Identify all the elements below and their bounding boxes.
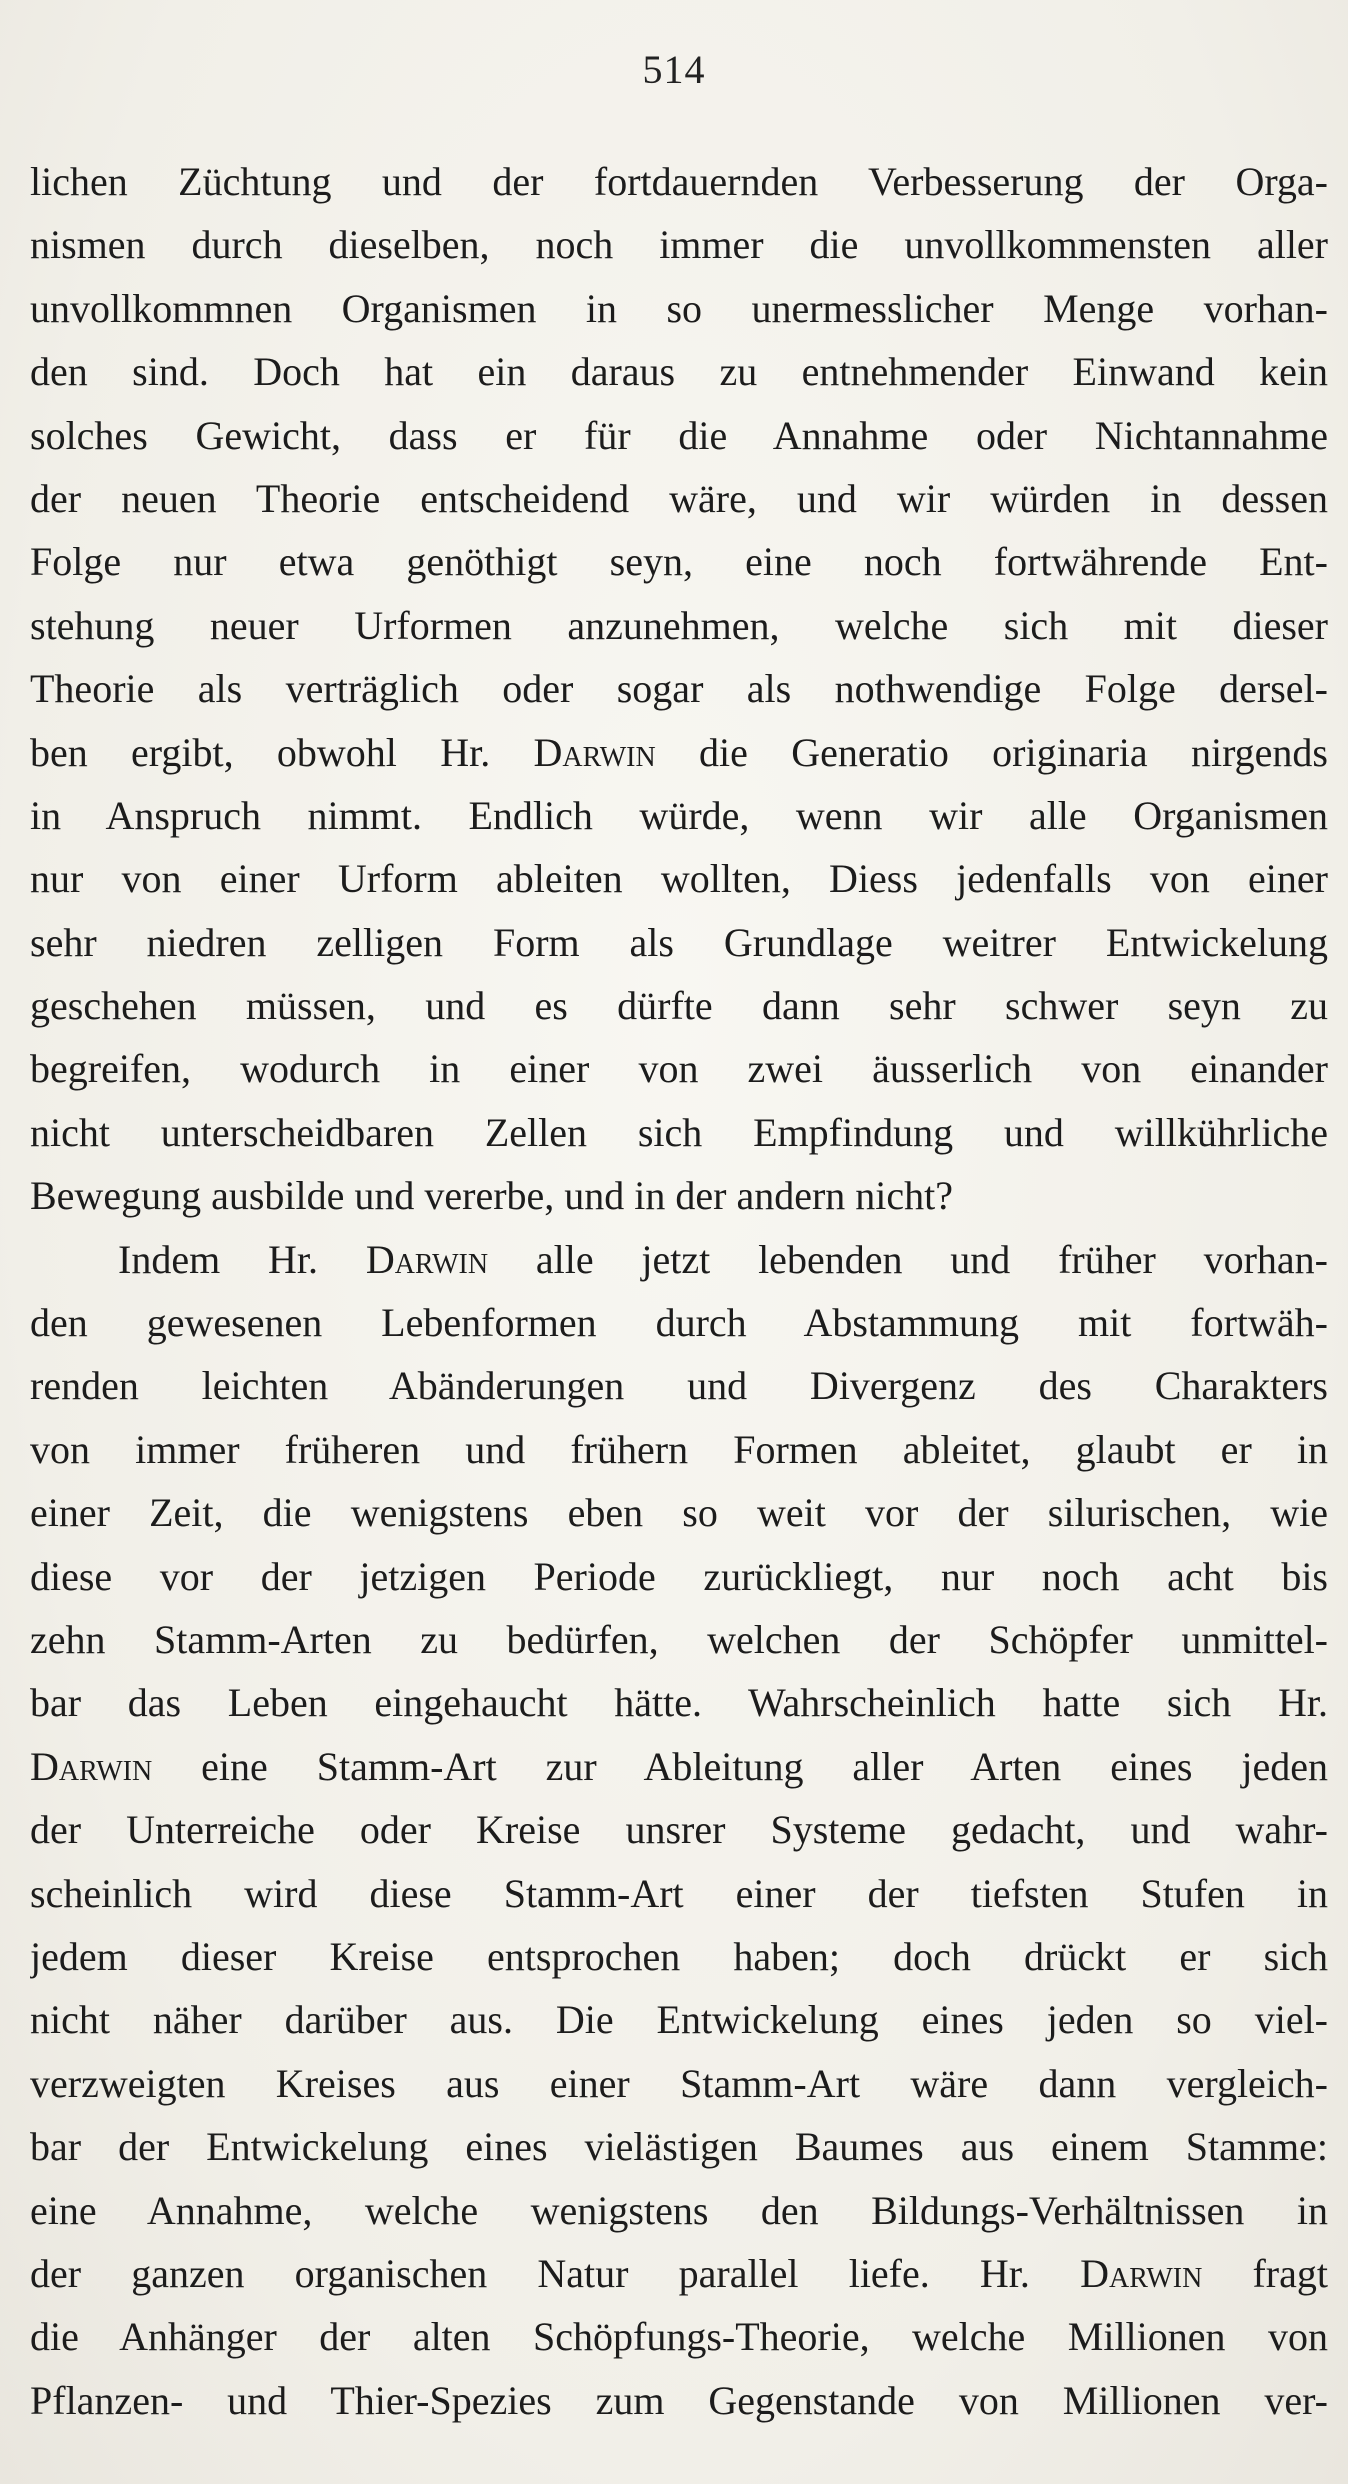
author-name: Darwin — [533, 729, 656, 775]
text-line — [30, 657, 1328, 720]
text-line — [30, 1291, 1328, 1354]
text-segment: renden leichten Abänderungen und Divergenz des Charakters — [30, 1363, 1328, 1409]
text-segment: bar der Entwickelung eines vielästigen Baumes aus einem Stamme: — [30, 2124, 1328, 2170]
text-line — [30, 911, 1328, 974]
text-line — [30, 467, 1328, 530]
text-segment: Theorie als verträglich oder sogar als nothwendige Folge dersel- — [30, 666, 1328, 712]
text-segment: nismen durch dieselben, noch immer die unvollkommensten aller — [30, 222, 1328, 268]
author-name: Darwin — [365, 1236, 489, 1282]
text-segment: in Anspruch nimmt. Endlich würde, wenn wir alle Organismen — [30, 792, 1328, 838]
text-segment: nicht näher darüber aus. Die Entwickelung eines jeden so viel- — [30, 1997, 1328, 2043]
text-segment: alle jetzt lebenden und früher vorhan- — [488, 1236, 1328, 1282]
text-segment: eine Annahme, welche wenigstens den Bildungs-Verhältnissen in — [30, 2187, 1328, 2233]
text-segment: bar das Leben eingehaucht hätte. Wahrscheinlich hatte sich Hr. — [30, 1680, 1328, 1726]
text-segment: eine Stamm-Art zur Ableitung aller Arten eines jeden — [152, 1743, 1328, 1789]
text-line — [30, 784, 1328, 847]
text-segment: den gewesenen Lebenformen durch Abstammung mit fortwäh- — [30, 1300, 1328, 1346]
text-segment: Bewegung ausbilde und vererbe, und in der andern nicht? — [30, 1173, 954, 1219]
text-line — [30, 847, 1328, 910]
text-line — [30, 594, 1328, 657]
text-line — [30, 340, 1328, 403]
text-line — [30, 1418, 1328, 1481]
text-line — [30, 2052, 1328, 2115]
text-segment: geschehen müssen, und es dürfte dann sehr schwer seyn zu — [30, 983, 1328, 1029]
text-line — [30, 1988, 1328, 2051]
text-segment: der ganzen organischen Natur parallel liefe. Hr. — [30, 2250, 1081, 2296]
text-segment: der Unterreiche oder Kreise unsrer Systeme gedacht, und wahr- — [30, 1807, 1328, 1853]
text-segment: begreifen, wodurch in einer von zwei äusserlich von einander — [30, 1046, 1328, 1092]
text-line — [30, 1164, 1328, 1227]
text-segment: verzweigten Kreises aus einer Stamm-Art wäre dann vergleich- — [30, 2060, 1328, 2106]
text-line — [30, 277, 1328, 340]
text-line — [30, 1608, 1328, 1671]
text-line — [30, 150, 1328, 213]
text-line — [30, 1101, 1328, 1164]
text-segment: fragt — [1202, 2250, 1328, 2296]
text-line — [30, 1481, 1328, 1544]
text-segment: Folge nur etwa genöthigt seyn, eine noch fortwährende Ent- — [30, 539, 1328, 585]
text-segment: den sind. Doch hat ein daraus zu entnehmender Einwand kein — [30, 349, 1328, 395]
author-name: Darwin — [30, 1743, 153, 1789]
text-line — [30, 404, 1328, 467]
text-segment: diese vor der jetzigen Periode zurückliegt, nur noch acht bis — [30, 1553, 1328, 1599]
text-line — [30, 213, 1328, 276]
text-line — [30, 1037, 1328, 1100]
page-number: 514 — [642, 47, 706, 92]
text-line — [30, 1354, 1328, 1417]
text-line — [30, 721, 1328, 784]
text-segment: Indem Hr. — [118, 1236, 366, 1282]
text-line — [30, 1735, 1328, 1798]
text-segment: die Generatio originaria nirgends — [655, 729, 1328, 775]
text-line — [30, 530, 1328, 593]
text-segment: einer Zeit, die wenigstens eben so weit vor der silurischen, wie — [30, 1490, 1328, 1536]
text-segment: lichen Züchtung und der fortdauernden Verbesserung der Orga- — [30, 159, 1328, 204]
text-line — [30, 2179, 1328, 2242]
text-line — [30, 1798, 1328, 1861]
text-segment: Pflanzen- und Thier-Spezies zum Gegenstande von Millionen ver- — [30, 2377, 1328, 2423]
author-name: Darwin — [1080, 2250, 1203, 2296]
text-line — [30, 2305, 1328, 2368]
text-line — [30, 1228, 1328, 1291]
text-segment: unvollkommnen Organismen in so unermesslicher Menge vorhan- — [30, 285, 1328, 331]
body-text — [30, 150, 1328, 2432]
text-line — [30, 1925, 1328, 1988]
text-line — [30, 1862, 1328, 1925]
text-segment: ben ergibt, obwohl Hr. — [30, 729, 534, 775]
text-segment: stehung neuer Urformen anzunehmen, welche sich mit dieser — [30, 602, 1328, 648]
text-segment: scheinlich wird diese Stamm-Art einer der tiefsten Stufen in — [30, 1870, 1328, 1916]
text-segment: zehn Stamm-Arten zu bedürfen, welchen der Schöpfer unmittel- — [30, 1616, 1328, 1662]
text-line — [30, 2369, 1328, 2432]
text-segment: nicht unterscheidbaren Zellen sich Empfindung und willkührliche — [30, 1109, 1328, 1155]
text-line — [30, 974, 1328, 1037]
text-line — [30, 1545, 1328, 1608]
text-segment: die Anhänger der alten Schöpfungs-Theorie, welche Millionen von — [30, 2314, 1328, 2360]
text-line — [30, 2242, 1328, 2305]
text-segment: solches Gewicht, dass er für die Annahme oder Nichtannahme — [30, 412, 1328, 458]
text-segment: von immer früheren und frühern Formen ableitet, glaubt er in — [30, 1426, 1328, 1472]
text-segment: sehr niedren zelligen Form als Grundlage weitrer Entwickelung — [30, 919, 1328, 965]
text-segment: nur von einer Urform ableiten wollten, Diess jedenfalls von einer — [30, 856, 1328, 902]
text-line — [30, 1671, 1328, 1734]
text-segment: jedem dieser Kreise entsprochen haben; doch drückt er sich — [30, 1933, 1328, 1979]
text-segment: der neuen Theorie entscheidend wäre, und wir würden in dessen — [30, 475, 1328, 521]
text-line — [30, 2115, 1328, 2178]
